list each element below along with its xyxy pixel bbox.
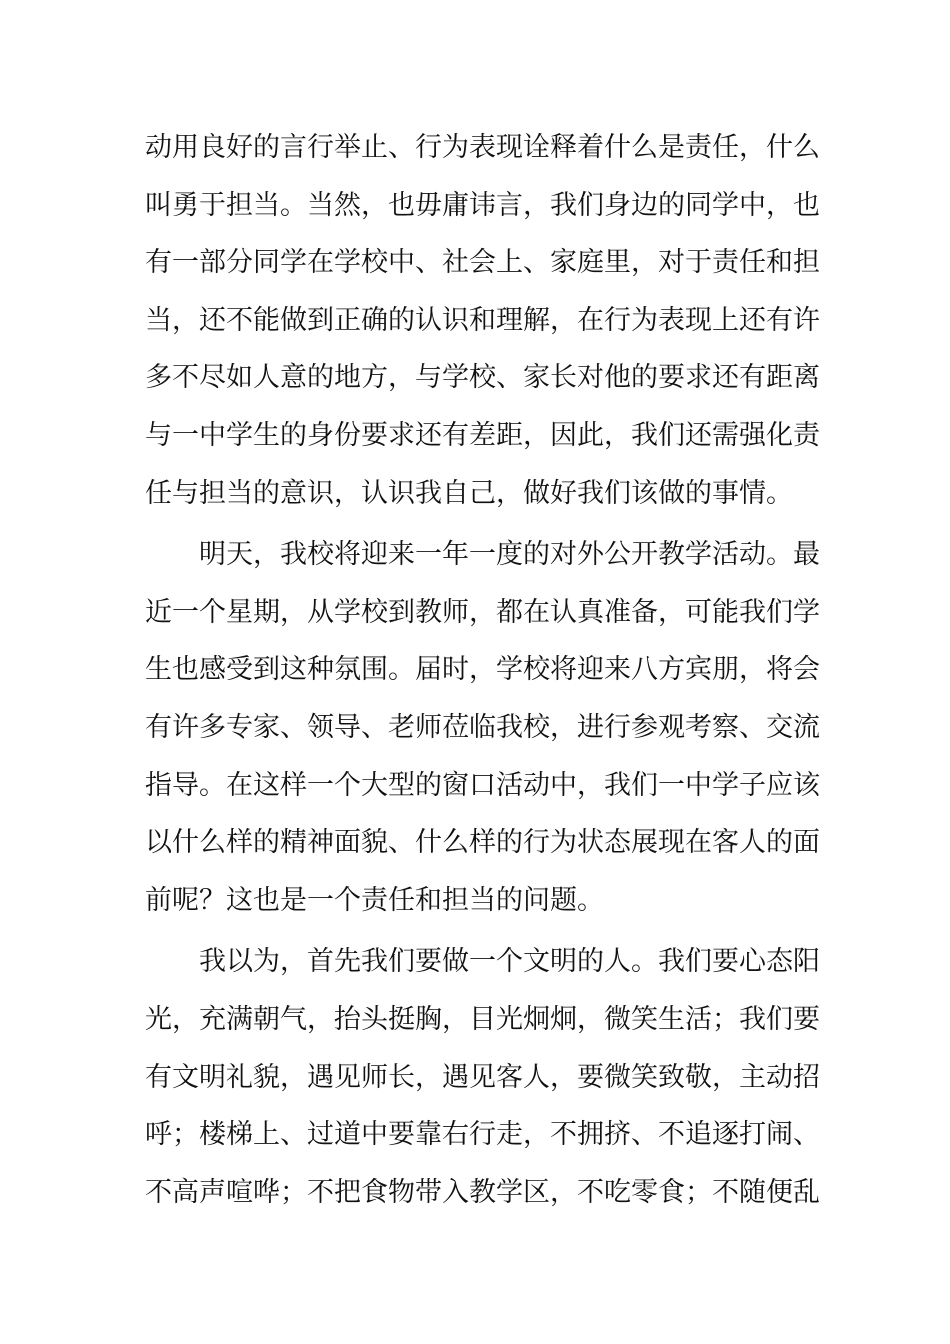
text-line: 叫勇于担当。当然，也毋庸讳言，我们身边的同学中，也 (145, 189, 820, 221)
text-line: 呼；楼梯上、过道中要靠右行走，不拥挤、不追逐打闹、 (145, 1119, 820, 1151)
text-line: 与一中学生的身份要求还有差距，因此，我们还需强化责 (145, 419, 820, 451)
text-line: 有许多专家、领导、老师莅临我校，进行参观考察、交流 (145, 711, 820, 743)
text-line: 前呢？这也是一个责任和担当的问题。 (145, 884, 604, 916)
text-line: 当，还不能做到正确的认识和理解，在行为表现上还有许 (145, 304, 820, 336)
body-text (145, 115, 820, 1221)
paragraph-1 (145, 119, 820, 522)
paragraph-3 (145, 933, 820, 1221)
text-line: 多不尽如人意的地方，与学校、家长对他的要求还有距离 (145, 362, 820, 394)
paragraph-2 (145, 526, 820, 929)
text-line: 近一个星期，从学校到教师，都在认真准备，可能我们学 (145, 596, 820, 628)
text-line: 不高声喧哗；不把食物带入教学区，不吃零食；不随便乱 (145, 1176, 820, 1208)
text-line: 指导。在这样一个大型的窗口活动中，我们一中学子应该 (145, 769, 820, 801)
text-line: 我以为，首先我们要做一个文明的人。我们要心态阳 (199, 946, 820, 978)
text-line: 光，充满朝气，抬头挺胸，目光炯炯，微笑生活；我们要 (145, 1003, 820, 1035)
text-line: 以什么样的精神面貌、什么样的行为状态展现在客人的面 (145, 827, 820, 859)
text-line: 有文明礼貌，遇见师长，遇见客人，要微笑致敬，主动招 (145, 1061, 820, 1093)
text-line: 明天，我校将迎来一年一度的对外公开教学活动。最 (199, 539, 820, 571)
text-line: 有一部分同学在学校中、社会上、家庭里，对于责任和担 (145, 247, 820, 279)
text-line: 生也感受到这种氛围。届时，学校将迎来八方宾朋，将会 (145, 654, 820, 686)
text-line: 动用良好的言行举止、行为表现诠释着什么是责任，什么 (145, 132, 820, 163)
text-line: 任与担当的意识，认识我自己，做好我们该做的事情。 (145, 477, 793, 509)
